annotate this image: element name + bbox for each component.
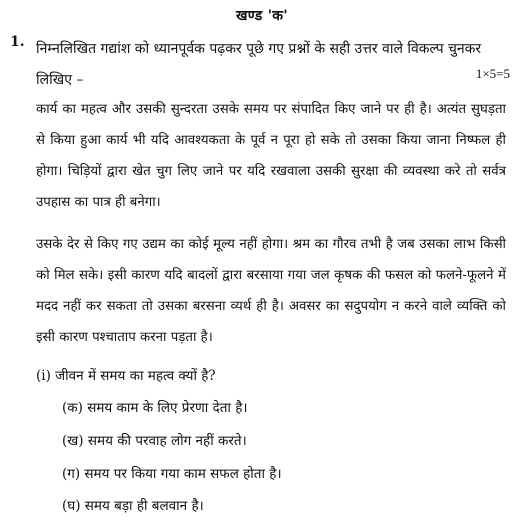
- option-ga: (ग) समय पर किया गया काम सफल होता है।: [62, 466, 282, 482]
- section-title: खण्ड 'क': [236, 8, 288, 24]
- question-instruction: निम्नलिखित गद्यांश को ध्यानपूर्वक पढ़कर पूछे गए प्रश्नों के सही उत्तर वाले विकल्प चुनकर लिखिए –: [36, 41, 482, 88]
- sub-question-label: (i) जीवन में समय का महत्व क्यों है?: [36, 368, 216, 384]
- question-number: 1.: [10, 34, 25, 50]
- passage-paragraph-1: कार्य का महत्व और उसकी सुन्दरता उसके समय पर संपादित किए जाने पर ही है। अत्यंत सुघड़ता से किया हुआ कार्य भी यदि आवश्यकता के पूर्व न पूरा हो सके तो उसका किया जाना निष्फल ही होगा। चिड़ियों द्वारा खेत चुग लिए जाने पर यदि रखवाला उसकी सुरक्षा की व्यवस्था करे तो सर्वत्र उपहास का पात्र ही बनेगा।: [36, 102, 506, 210]
- option-gha: (घ) समय बड़ा ही बलवान है।: [62, 498, 204, 514]
- passage-paragraph-2: उसके देर से किए गए उद्यम का कोई मूल्य नहीं होगा। श्रम का गौरव तभी है जब उसका लाभ किसी को मिल सके। इसी कारण यदि बादलों द्वारा बरसाया गया जल कृषक की फसल को फलने-फूलने में मदद नहीं कर सकता तो उसका बरसना व्यर्थ ही है। अवसर का सदुपयोग न करने वाले व्यक्ति को इसी कारण पश्चाताप करना पड़ता है।: [36, 237, 506, 345]
- marks-allocation: 1×5=5: [475, 66, 510, 81]
- option-kha: (ख) समय की परवाह लोग नहीं करते।: [62, 433, 247, 449]
- option-ka: (क) समय काम के लिए प्रेरणा देता है।: [62, 400, 248, 416]
